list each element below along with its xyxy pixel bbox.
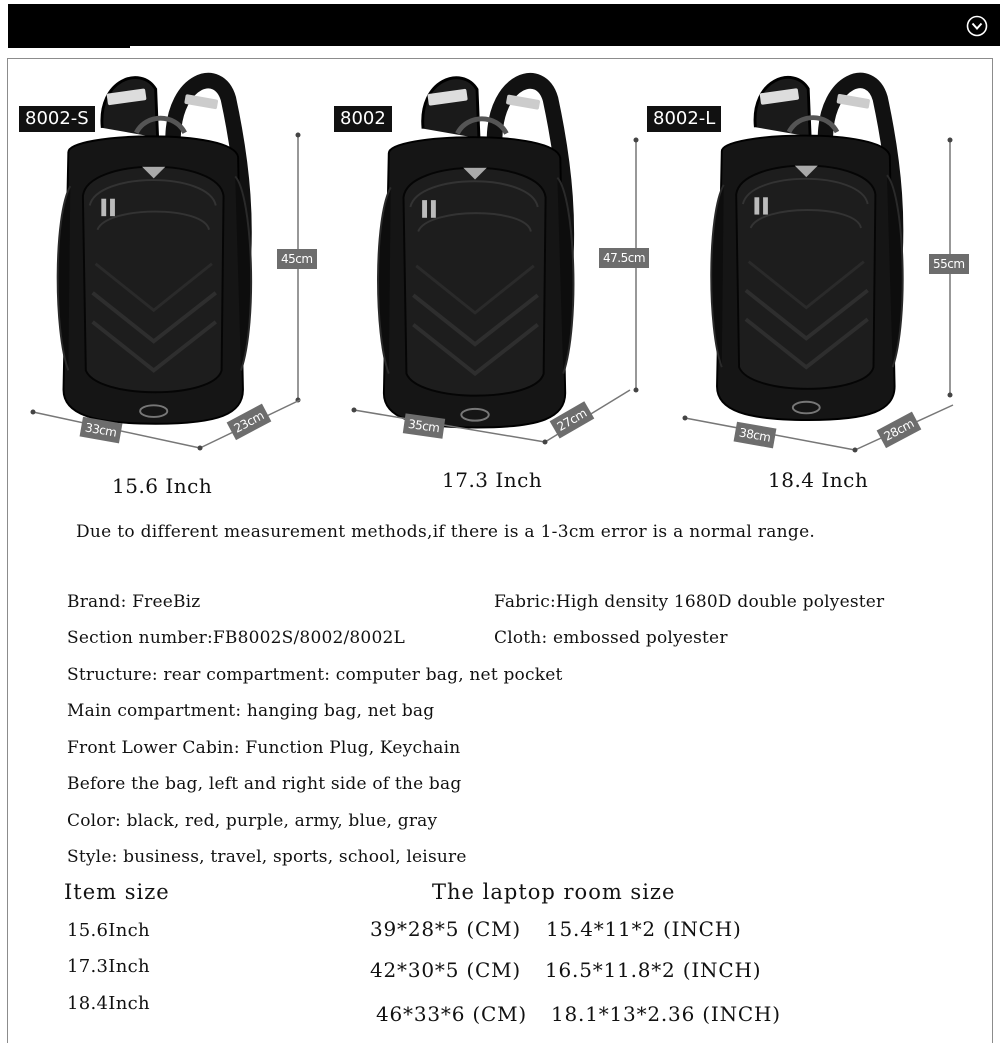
table-row-cm: 39*28*5 (CM): [370, 917, 521, 941]
width-label: 35cm: [403, 413, 445, 438]
spec-main: Main compartment: hanging bag, net bag: [67, 701, 435, 721]
spec-color: Color: black, red, purple, army, blue, gray: [67, 811, 438, 831]
table-row-inch: 16.5*11.8*2 (INCH): [545, 958, 762, 982]
measurement-note: Due to different measurement methods,if there is a 1-3cm error is a normal range.: [76, 522, 816, 542]
size-caption: 18.4 Inch: [768, 468, 869, 492]
height-label: 45cm: [277, 249, 317, 269]
bag-panel-large: [645, 60, 990, 460]
column-header-laptop-size: The laptop room size: [432, 880, 676, 904]
spec-fabric: Fabric:High density 1680D double polyester: [494, 592, 885, 612]
table-row-item: 17.3Inch: [67, 956, 150, 977]
spec-section: Section number:FB8002S/8002/8002L: [67, 628, 405, 648]
bag-panel-medium: [330, 60, 660, 460]
spec-style: Style: business, travel, sports, school, leisure: [67, 847, 467, 867]
depth-label: 23cm: [227, 404, 271, 440]
depth-label: 28cm: [877, 412, 921, 448]
table-row-inch: 15.4*11*2 (INCH): [546, 917, 742, 941]
top-bar-underline: [8, 45, 130, 48]
spec-cloth: Cloth: embossed polyester: [494, 628, 728, 648]
top-bar: [8, 4, 1000, 46]
model-tag: 8002-L: [647, 106, 721, 132]
model-tag: 8002-S: [19, 106, 95, 132]
bag-panel-small: [15, 60, 335, 460]
height-label: 55cm: [929, 254, 969, 274]
table-row-inch: 18.1*13*2.36 (INCH): [551, 1002, 781, 1026]
model-tag: 8002: [334, 106, 392, 132]
table-row-item: 15.6Inch: [67, 920, 150, 941]
spec-before: Before the bag, left and right side of the bag: [67, 774, 462, 794]
width-label: 33cm: [80, 417, 122, 444]
chevron-down-circle-icon[interactable]: [966, 15, 988, 37]
height-label: 47.5cm: [599, 248, 649, 268]
size-caption: 15.6 Inch: [112, 474, 213, 498]
spec-brand: Brand: FreeBiz: [67, 592, 201, 612]
table-row-cm: 42*30*5 (CM): [370, 958, 521, 982]
table-row-item: 18.4Inch: [67, 993, 150, 1014]
width-label: 38cm: [734, 422, 776, 449]
table-row-cm: 46*33*6 (CM): [376, 1002, 527, 1026]
depth-label: 27cm: [550, 401, 594, 438]
spec-front: Front Lower Cabin: Function Plug, Keychain: [67, 738, 461, 758]
size-caption: 17.3 Inch: [442, 468, 543, 492]
spec-structure: Structure: rear compartment: computer bag, net pocket: [67, 665, 563, 685]
column-header-item-size: Item size: [64, 880, 170, 904]
